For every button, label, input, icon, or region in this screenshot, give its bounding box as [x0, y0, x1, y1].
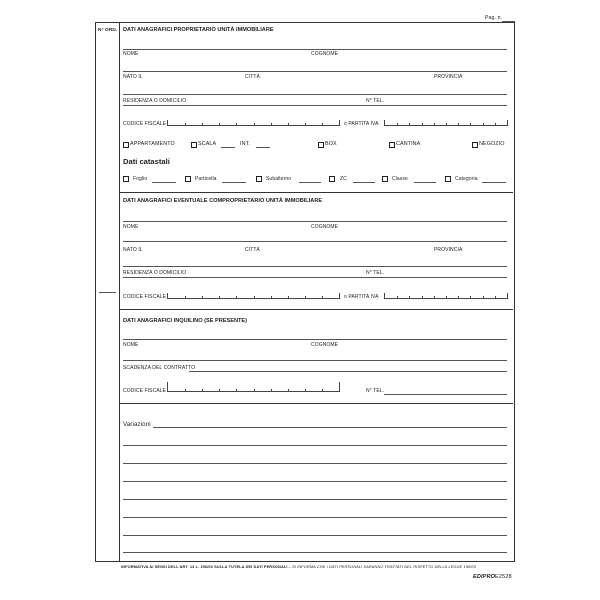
nato-label: NATO IL — [123, 247, 143, 253]
classe-label: Classe — [392, 176, 408, 182]
scadenza-field[interactable] — [189, 371, 507, 372]
nome-line[interactable] — [123, 339, 507, 340]
citta-label: CITTÀ — [245, 74, 260, 80]
appartamento-checkbox[interactable] — [123, 142, 129, 148]
appartamento-label: APPARTAMENTO — [130, 141, 175, 147]
section3-title: DATI ANAGRAFICI INQUILINO (SE PRESENTE) — [123, 318, 247, 324]
residenza-line[interactable] — [123, 105, 507, 106]
box-label: BOX — [325, 141, 337, 147]
partita-iva-field[interactable] — [384, 293, 508, 299]
privacy-notice-bold: INFORMATIVA AI SENSI DELL'ART. 13 L. 196/03 SULLA TUTELA DEI DATI PERSONALI — [121, 564, 288, 569]
product-code: E2528 — [495, 574, 512, 580]
privacy-notice — [121, 564, 476, 569]
variazioni-line[interactable] — [123, 517, 507, 518]
cognome-line[interactable] — [123, 360, 507, 361]
order-column-divider — [119, 22, 120, 561]
codice-fiscale-label: CODICE FISCALE — [123, 294, 167, 300]
variazioni-line[interactable] — [123, 499, 507, 500]
scadenza-label: SCADENZA DEL CONTRATTO — [123, 365, 196, 371]
tel-label: N° TEL. — [366, 98, 385, 104]
section1-title: DATI ANAGRAFICI PROPRIETARIO UNITÀ IMMOBILIARE — [123, 27, 274, 33]
variazioni-label: Variazioni — [123, 421, 151, 428]
classe-field[interactable] — [414, 182, 436, 183]
variazioni-line[interactable] — [123, 481, 507, 482]
cantina-label: CANTINA — [396, 141, 421, 147]
categoria-checkbox[interactable] — [445, 176, 451, 182]
variazioni-line[interactable] — [123, 535, 507, 536]
privacy-notice-text: – SI INFORMA CHE I DATI PERSONALI SARANNO TRATTATI NEL RISPETTO DELLA LEGGE 196/03 — [287, 564, 477, 569]
codice-fiscale-field[interactable] — [167, 382, 340, 392]
nome-label: NOME — [123, 51, 139, 57]
variazioni-line[interactable] — [123, 445, 507, 446]
nome-line[interactable] — [123, 221, 507, 222]
variazioni-line[interactable] — [123, 463, 507, 464]
particella-checkbox[interactable] — [185, 176, 191, 182]
partita-iva-label: o PARTITA IVA — [344, 294, 379, 300]
tel-line[interactable] — [123, 277, 507, 278]
nome-label: NOME — [123, 342, 139, 348]
tel-label: N° TEL. — [366, 388, 385, 394]
section-divider — [119, 309, 513, 310]
tel-label: N° TEL. — [366, 270, 385, 276]
partita-iva-label: o PARTITA IVA — [344, 121, 379, 127]
subalterno-label: Subalterno — [266, 176, 292, 182]
residenza-line[interactable] — [123, 266, 507, 267]
negozio-label: NEGOZIO — [479, 141, 505, 147]
subalterno-checkbox[interactable] — [256, 176, 262, 182]
nome-field[interactable] — [123, 49, 507, 50]
tel-field[interactable] — [384, 394, 507, 395]
cognome-label: COGNOME — [311, 51, 339, 57]
variazioni-line[interactable] — [153, 427, 507, 428]
cognome-label: COGNOME — [311, 342, 339, 348]
residenza-label: RESIDENZA O DOMICILIO — [123, 270, 187, 276]
subalterno-field[interactable] — [299, 182, 321, 183]
order-column-title: N° ORD. — [98, 28, 118, 33]
provincia-label: PROVINCIA — [434, 74, 463, 80]
nato-citta-line[interactable] — [123, 94, 507, 95]
brand-logo: EDIPRO — [473, 574, 496, 580]
negozio-checkbox[interactable] — [472, 142, 478, 148]
int-label: INT. — [240, 141, 250, 147]
order-number-field[interactable] — [99, 292, 116, 293]
nome-label: NOME — [123, 224, 139, 230]
foglio-checkbox[interactable] — [123, 176, 129, 182]
cantina-checkbox[interactable] — [389, 142, 395, 148]
codice-fiscale-field[interactable] — [167, 293, 340, 299]
particella-field[interactable] — [222, 182, 246, 183]
residenza-label: RESIDENZA O DOMICILIO — [123, 98, 187, 104]
nato-line[interactable] — [123, 241, 507, 242]
citta-label: CITTÀ — [245, 247, 260, 253]
codice-fiscale-field[interactable] — [167, 120, 340, 126]
scala-field[interactable] — [221, 147, 235, 148]
dati-catastali-title: Dati catastali — [123, 157, 170, 166]
categoria-field[interactable] — [482, 182, 506, 183]
classe-checkbox[interactable] — [382, 176, 388, 182]
codice-fiscale-label: CODICE FISCALE — [123, 388, 167, 394]
section-divider — [119, 403, 513, 404]
partita-iva-field[interactable] — [384, 120, 508, 126]
variazioni-line[interactable] — [123, 552, 507, 553]
box-checkbox[interactable] — [318, 142, 324, 148]
foglio-field[interactable] — [152, 182, 176, 183]
zc-label: ZC — [340, 176, 347, 182]
zc-checkbox[interactable] — [329, 176, 335, 182]
section2-title: DATI ANAGRAFICI EVENTUALE COMPROPRIETARIO UNITÀ IMMOBILIARE — [123, 198, 323, 204]
scala-checkbox[interactable] — [191, 142, 197, 148]
nato-label: NATO IL — [123, 74, 143, 80]
nome-cognome-line[interactable] — [123, 71, 507, 72]
provincia-label: PROVINCIA — [434, 247, 463, 253]
scala-label: SCALA — [198, 141, 217, 147]
zc-field[interactable] — [353, 182, 375, 183]
particella-label: Particella — [195, 176, 217, 182]
codice-fiscale-label: CODICE FISCALE — [123, 121, 167, 127]
categoria-label: Categoria — [455, 176, 478, 182]
foglio-label: Foglio — [133, 176, 148, 182]
section-divider — [119, 192, 513, 193]
page-number-label: Pag. n. — [485, 15, 503, 21]
cognome-label: COGNOME — [311, 224, 339, 230]
int-field[interactable] — [256, 147, 270, 148]
